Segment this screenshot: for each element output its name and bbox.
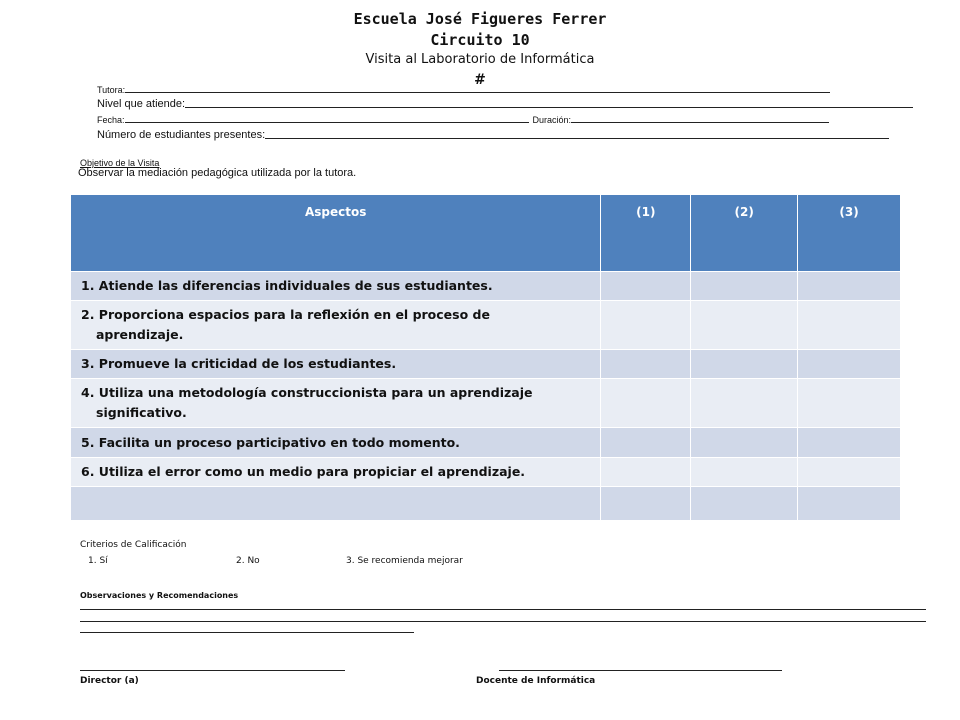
school-name: Escuela José Figueres Ferrer (353, 10, 607, 28)
rating-cell-2[interactable] (691, 379, 798, 428)
rating-cell-1[interactable] (601, 301, 691, 350)
nivel-label: Nivel que atiende: (97, 98, 186, 110)
docente-signature-line[interactable] (499, 670, 782, 671)
form-number-label: # (474, 72, 486, 88)
aspect-cell (71, 272, 601, 301)
circuit-label: Circuito 10 (430, 31, 530, 49)
rating-cell-3[interactable] (798, 379, 901, 428)
rating-cell-1[interactable] (601, 379, 691, 428)
table-row (71, 379, 901, 428)
rating-cell-2[interactable] (691, 428, 798, 458)
criteria-option-1: 1. Sí (88, 556, 108, 566)
rating-cell-3[interactable] (798, 301, 901, 350)
rating-cell-3[interactable] (798, 428, 901, 458)
fecha-label: Fecha: (97, 115, 125, 125)
criteria-option-2: 2. No (236, 556, 260, 566)
criteria-option-3: 3. Se recomienda mejorar (346, 556, 463, 566)
rating-cell-2[interactable] (691, 458, 798, 487)
numero-label: Número de estudiantes presentes: (97, 129, 266, 141)
table-row (71, 458, 901, 487)
observations-line[interactable] (80, 621, 926, 622)
numero-field (97, 129, 889, 141)
observations-title: Observaciones y Recomendaciones (80, 591, 239, 600)
table-header-row (71, 195, 901, 272)
aspect-cell (71, 428, 601, 458)
rating-cell-1[interactable] (601, 428, 691, 458)
fecha-input-line[interactable] (125, 122, 529, 123)
director-signature-line[interactable] (80, 670, 345, 671)
fecha-field (97, 115, 829, 125)
table-row (71, 428, 901, 458)
rating-cell-3[interactable] (798, 487, 901, 521)
header-aspectos: Aspectos (71, 195, 601, 272)
rating-cell-3[interactable] (798, 350, 901, 379)
rating-cell-1[interactable] (601, 272, 691, 301)
aspect-text: 4. Utiliza una metodología construccionista para un aprendizaje (81, 385, 533, 400)
aspect-cell (71, 458, 601, 487)
observations-line[interactable] (80, 632, 414, 633)
evaluation-table (70, 194, 901, 521)
rating-cell-1[interactable] (601, 487, 691, 521)
observations-line[interactable] (80, 609, 926, 610)
rating-cell-3[interactable] (798, 458, 901, 487)
visit-title: Visita al Laboratorio de Informática (365, 52, 595, 67)
table-row (71, 350, 901, 379)
nivel-input-line[interactable] (185, 107, 913, 108)
header-rating-2: (2) (691, 195, 798, 272)
header-rating-3: (3) (798, 195, 901, 272)
table-row (71, 301, 901, 350)
aspect-text: 6. Utiliza el error como un medio para propiciar el aprendizaje. (81, 464, 526, 479)
table-row (71, 272, 901, 301)
aspect-cell (71, 350, 601, 379)
duracion-label: Duración: (532, 115, 572, 125)
rating-cell-2[interactable] (691, 487, 798, 521)
criteria-title: Criterios de Calificación (80, 540, 187, 550)
objective-title: Objetivo de la Visita (80, 158, 160, 168)
rating-cell-2[interactable] (691, 301, 798, 350)
docente-label: Docente de Informática (476, 676, 596, 686)
aspect-cell[interactable] (71, 487, 601, 521)
numero-input-line[interactable] (265, 138, 889, 139)
aspect-text: 1. Atiende las diferencias individuales de sus estudiantes. (81, 278, 493, 293)
nivel-field (97, 98, 913, 110)
aspect-text-continued: significativo. (96, 405, 187, 420)
aspect-text: 3. Promueve la criticidad de los estudiantes. (81, 356, 397, 371)
header-rating-1: (1) (601, 195, 691, 272)
aspect-cell (71, 301, 601, 350)
aspect-cell (71, 379, 601, 428)
aspect-text: 5. Facilita un proceso participativo en todo momento. (81, 434, 460, 450)
rating-cell-1[interactable] (601, 458, 691, 487)
duracion-input-line[interactable] (571, 122, 829, 123)
aspect-text-continued: aprendizaje. (96, 327, 184, 342)
table-row (71, 487, 901, 521)
aspect-text: 2. Proporciona espacios para la reflexión en el proceso de (81, 307, 490, 322)
rating-cell-2[interactable] (691, 272, 798, 301)
rating-cell-3[interactable] (798, 272, 901, 301)
tutora-input-line[interactable] (125, 92, 830, 93)
tutora-label: Tutora: (97, 85, 126, 95)
objective-text: Observar la mediación pedagógica utilizada por la tutora. (78, 167, 357, 179)
director-label: Director (a) (80, 676, 139, 686)
rating-cell-1[interactable] (601, 350, 691, 379)
rating-cell-2[interactable] (691, 350, 798, 379)
tutora-field (97, 85, 830, 95)
